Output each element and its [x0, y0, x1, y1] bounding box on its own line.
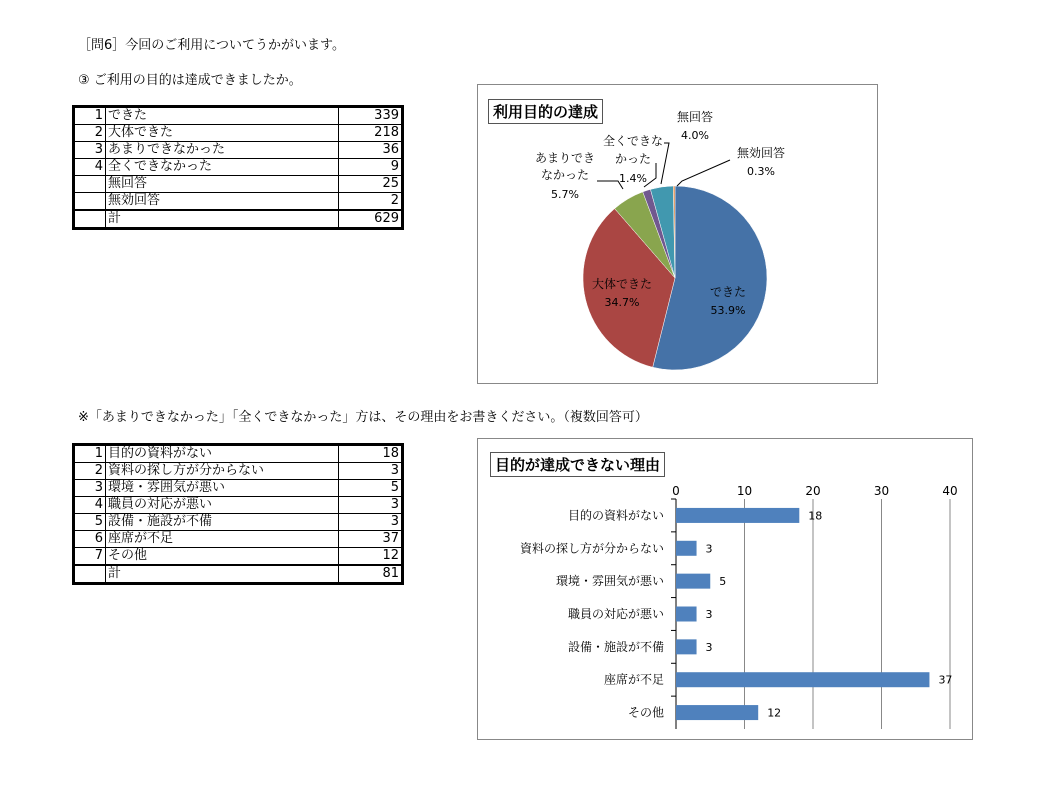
leader-line	[677, 160, 730, 186]
bar-value-label: 3	[705, 640, 713, 654]
x-tick-label: 0	[672, 484, 680, 498]
table-row: 3 あまりできなかった 36	[74, 142, 403, 159]
table-row: 1 目的の資料がない 18	[74, 445, 403, 463]
bar	[676, 574, 710, 589]
bar-value-label: 3	[705, 608, 713, 621]
pie-label-s4: 無回答	[676, 110, 714, 124]
table-row: 4 職員の対応が悪い 3	[74, 497, 403, 514]
y-category-label: 設備・施設が不備	[567, 639, 664, 654]
pie-label-s5: 無効回答	[736, 146, 786, 160]
y-category-label: 環境・雰囲気が悪い	[555, 574, 664, 589]
result-table-1	[72, 105, 404, 230]
y-category-label: 職員の対応が悪い	[567, 607, 664, 621]
table-row: 1 できた 339	[74, 107, 403, 125]
x-tick-label: 10	[736, 484, 753, 498]
bar	[676, 672, 929, 687]
pie-label-s3b: かった	[614, 152, 652, 166]
y-category-label: その他	[627, 705, 664, 720]
table-row: 2 資料の探し方が分からない 3	[74, 463, 403, 480]
bar-value-label: 12	[767, 706, 782, 720]
bar	[676, 508, 799, 523]
bar-value-label: 3	[705, 542, 713, 556]
pie-label-s3a: 全くできな	[602, 134, 664, 148]
table-row: 6 座席が不足 37	[74, 531, 403, 548]
table-row: 無効回答 2	[74, 193, 403, 211]
subquestion-1: ③ ご利用の目的は達成できましたか。	[78, 73, 302, 88]
bar-chart-box	[477, 438, 973, 740]
bar-value-label: 37	[938, 673, 953, 687]
bar-chart	[478, 439, 972, 739]
leader-line	[661, 143, 669, 184]
x-tick-label: 20	[805, 484, 821, 498]
table-total-row: 計 81	[74, 565, 403, 584]
x-tick-label: 40	[942, 484, 958, 498]
table-row: 無回答 25	[74, 176, 403, 193]
pie-pct-s3: 1.4%	[619, 172, 647, 185]
table-total-row: 計 629	[74, 210, 403, 229]
pie-pct-s1: 34.7%	[604, 296, 640, 309]
table-row: 7 その他 12	[74, 548, 403, 566]
bar-value-label: 5	[719, 575, 727, 589]
y-category-label: 座席が不足	[603, 672, 664, 687]
table-row: 3 環境・雰囲気が悪い 5	[74, 480, 403, 497]
bar	[676, 639, 697, 654]
bar	[676, 607, 697, 622]
pie-label-s2b: なかった	[540, 168, 590, 182]
bar	[676, 541, 697, 556]
x-tick-label: 30	[873, 484, 890, 498]
pie-pct-s0: 53.9%	[710, 304, 746, 317]
pie-chart-title: 利用目的の達成	[488, 99, 603, 124]
question-header: ［問6］今回のご利用についてうかがいます。	[78, 38, 345, 53]
pie-pct-s2: 5.7%	[551, 188, 579, 201]
y-category-label: 目的の資料がない	[567, 508, 664, 523]
pie-label-s0: できた	[709, 285, 747, 299]
table-row: 2 大体できた 218	[74, 125, 403, 142]
subquestion-2: ※「あまりできなかった」「全くできなかった」方は、その理由をお書きください。（複数回答可）	[78, 410, 648, 425]
y-category-label: 資料の探し方が分からない	[519, 541, 664, 556]
pie-chart-box	[477, 84, 878, 384]
bar-chart-title: 目的が達成できない理由	[490, 452, 665, 477]
bar-value-label: 18	[808, 509, 823, 523]
pie-label-s2a: あまりでき	[534, 151, 596, 165]
result-table-2	[72, 443, 404, 585]
pie-pct-s4: 4.0%	[681, 129, 709, 142]
bar	[676, 705, 758, 720]
pie-pct-s5: 0.3%	[747, 165, 775, 178]
pie-label-s1: 大体できた	[591, 277, 653, 291]
table-row: 4 全くできなかった 9	[74, 159, 403, 176]
table-row: 5 設備・施設が不備 3	[74, 514, 403, 531]
pie-chart	[478, 85, 877, 383]
